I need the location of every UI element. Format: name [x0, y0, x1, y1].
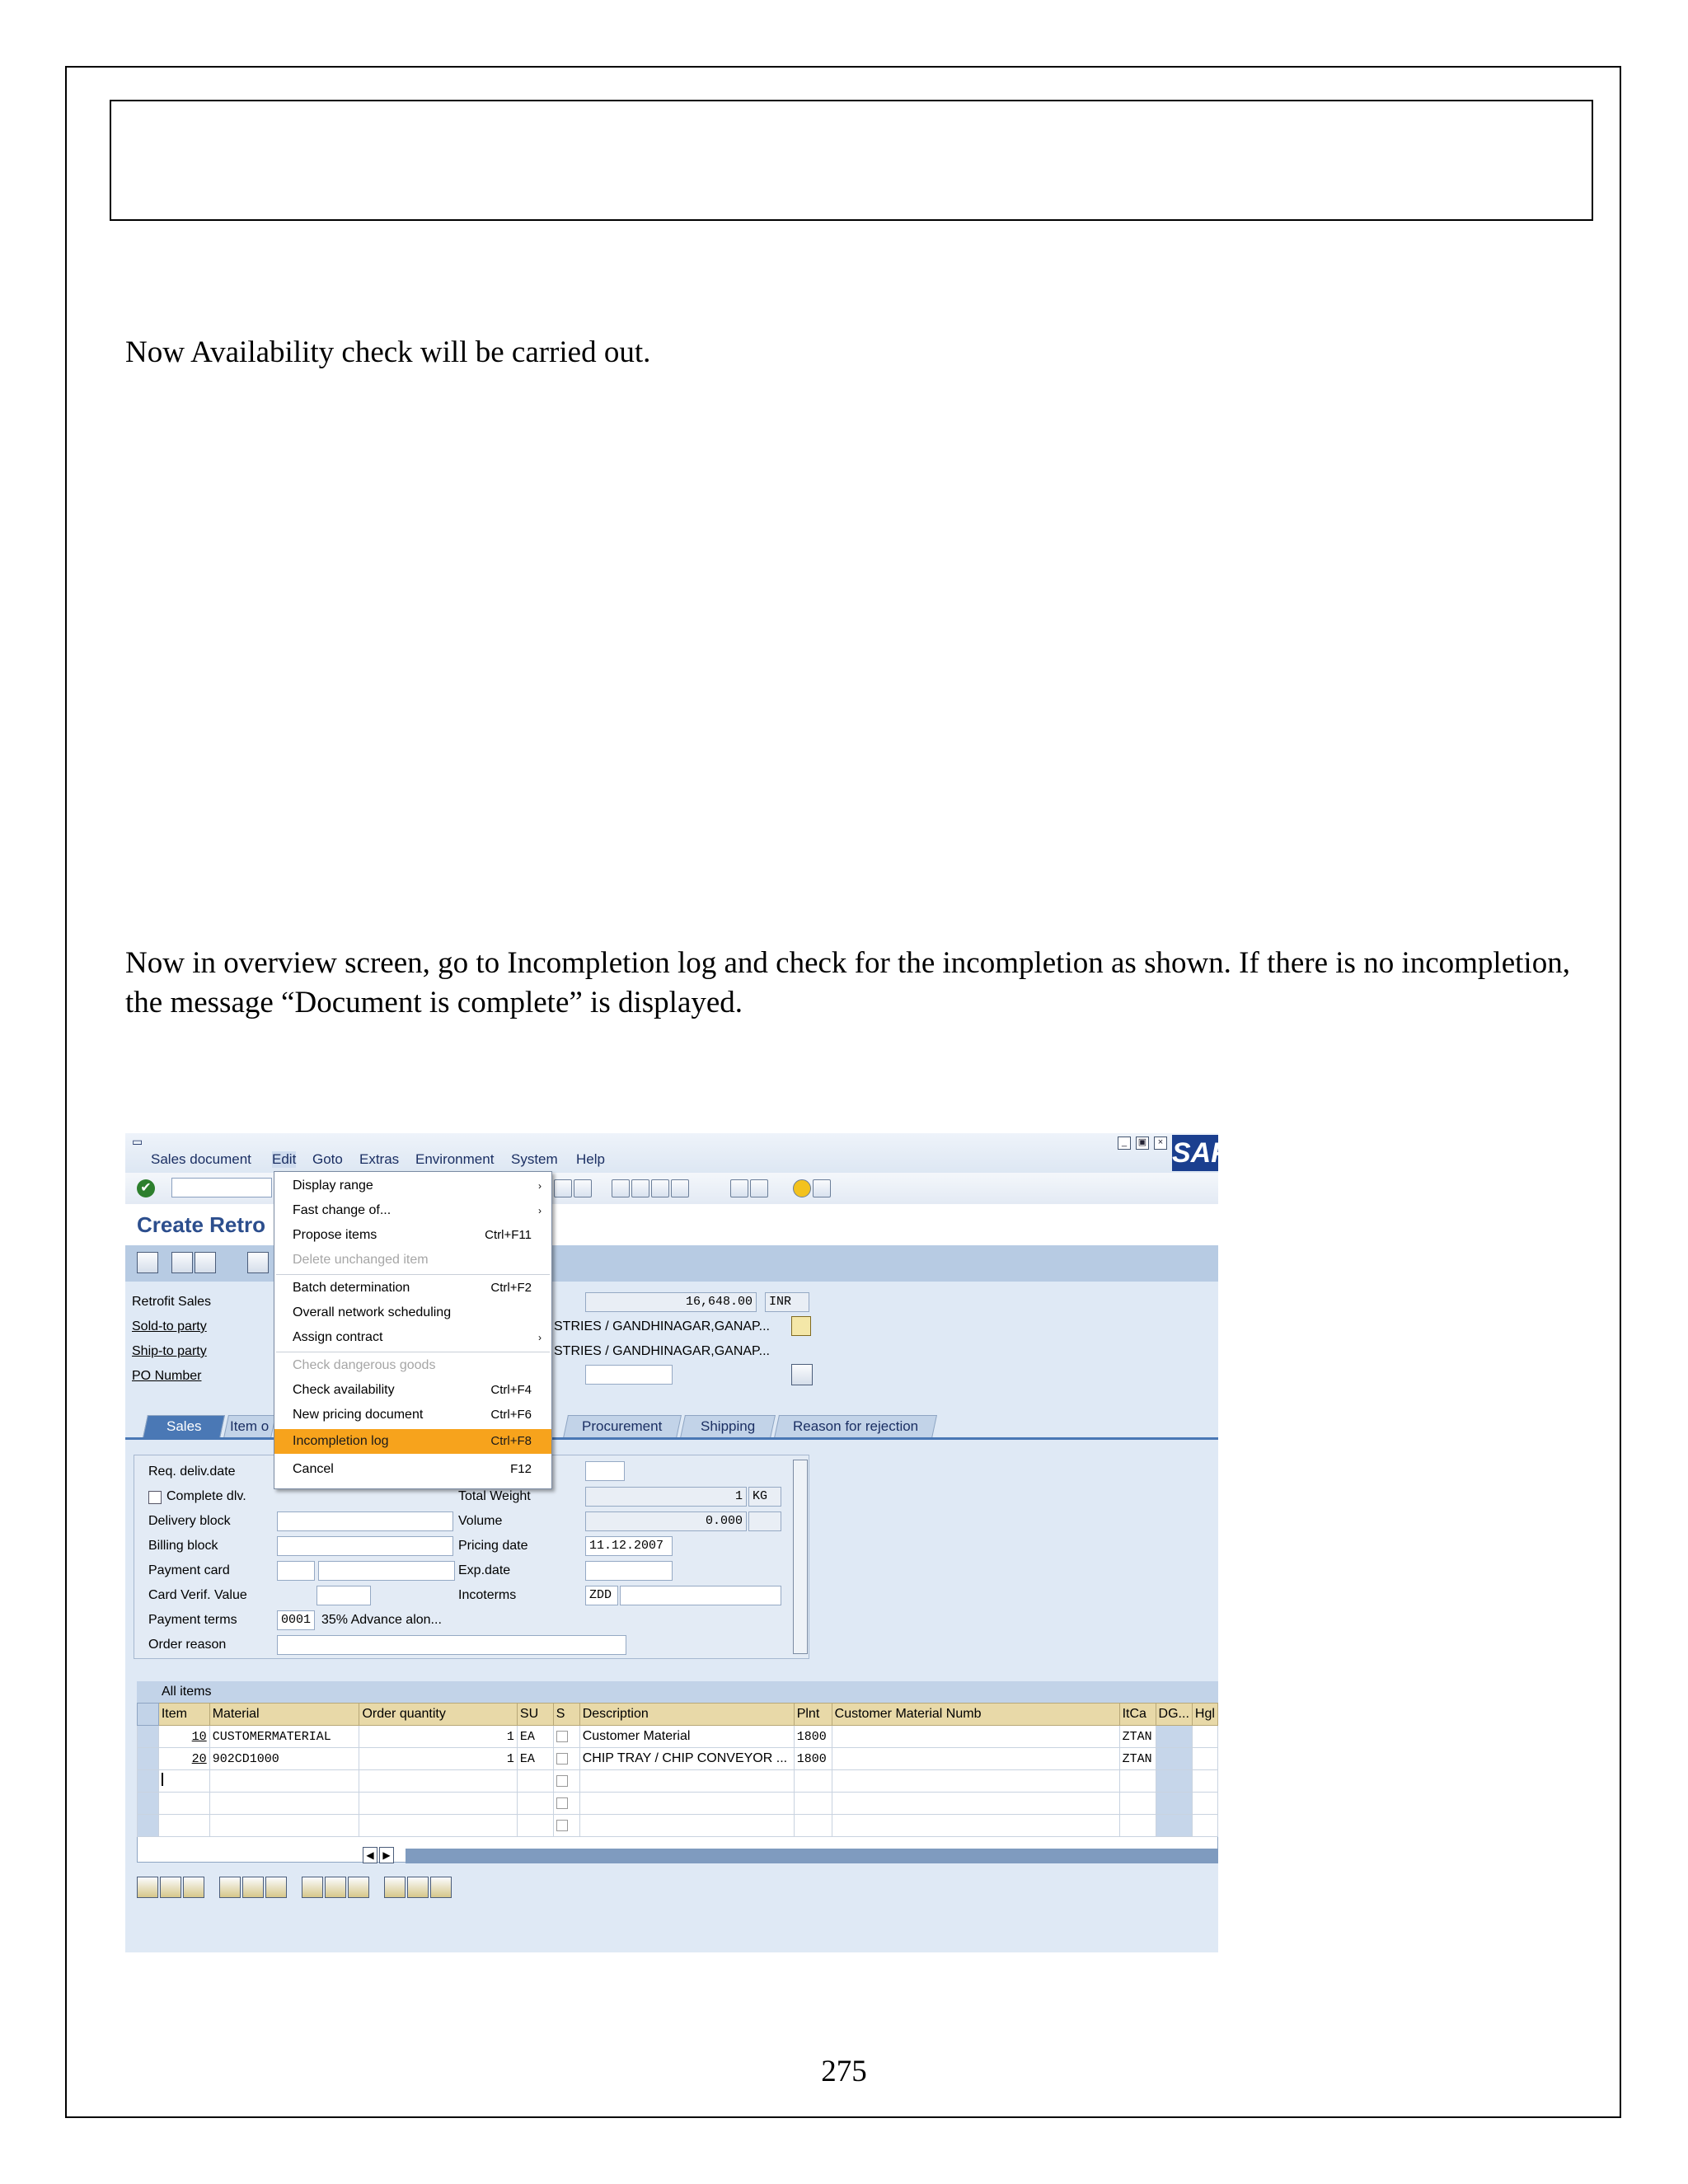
sold-to-party-description: STRIES / GANDHINAGAR,GANAP...	[554, 1319, 770, 1333]
pricing-icon[interactable]	[325, 1877, 346, 1898]
customer-material-cell[interactable]	[832, 1770, 1119, 1793]
menu-system[interactable]: System	[511, 1151, 558, 1167]
order-reason-label: Order reason	[148, 1638, 227, 1652]
enter-icon[interactable]: ✔	[137, 1179, 155, 1197]
hgl-cell[interactable]	[1192, 1793, 1217, 1815]
ship-to-party-label[interactable]: Ship-to party	[132, 1344, 207, 1358]
exp-date-field[interactable]	[585, 1561, 673, 1581]
su-cell[interactable]	[517, 1770, 553, 1793]
card-verif-value-field[interactable]	[316, 1586, 371, 1605]
sap-screenshot	[125, 1133, 1230, 1952]
menu-item-fast-change[interactable]: Fast change of... ›	[293, 1203, 542, 1217]
description-cell[interactable]	[579, 1815, 794, 1837]
customer-material-cell[interactable]	[832, 1748, 1119, 1770]
plant-cell[interactable]: 1800	[794, 1748, 832, 1770]
items-table	[137, 1703, 1218, 1837]
item-category-cell[interactable]	[1119, 1793, 1156, 1815]
dg-cell[interactable]	[1156, 1793, 1192, 1815]
header-box	[110, 100, 1593, 221]
hgl-cell[interactable]	[1192, 1726, 1217, 1748]
hgl-cell[interactable]	[1192, 1748, 1217, 1770]
tab-shipping[interactable]: Shipping	[680, 1415, 776, 1438]
change-icon[interactable]	[430, 1877, 452, 1898]
schedule-lines-icon[interactable]	[348, 1877, 369, 1898]
pricing-date-label: Pricing date	[458, 1539, 528, 1553]
customer-material-cell[interactable]	[832, 1815, 1119, 1837]
column-header-customer-material[interactable]: Customer Material Numb	[832, 1704, 1119, 1726]
item-number-cell[interactable]	[158, 1770, 209, 1793]
description-cell[interactable]: CHIP TRAY / CHIP CONVEYOR ...	[579, 1748, 794, 1770]
menu-item-assign-contract[interactable]: Assign contract ›	[293, 1330, 542, 1344]
delete-row-icon[interactable]	[183, 1877, 204, 1898]
billing-block-label: Billing block	[148, 1539, 218, 1553]
table-row[interactable]	[138, 1748, 1218, 1770]
po-number-label[interactable]: PO Number	[132, 1369, 202, 1383]
window-menu-icon[interactable]: ▭	[132, 1135, 143, 1148]
partner-icon[interactable]	[407, 1877, 429, 1898]
menu-edit[interactable]: Edit	[272, 1151, 297, 1167]
edit-menu-dropdown	[274, 1171, 552, 1489]
po-date-field[interactable]	[585, 1365, 673, 1385]
horizontal-scrollbar[interactable]	[406, 1849, 1218, 1863]
quantity-cell[interactable]	[359, 1793, 517, 1815]
table-row[interactable]	[138, 1793, 1218, 1815]
configuration-icon[interactable]	[302, 1877, 323, 1898]
sold-to-party-label[interactable]: Sold-to party	[132, 1319, 207, 1333]
dg-cell[interactable]	[1156, 1770, 1192, 1793]
column-header-material[interactable]: Material	[209, 1704, 359, 1726]
orders-icon[interactable]	[195, 1252, 216, 1273]
item-category-cell[interactable]: ZTAN	[1119, 1748, 1156, 1770]
column-header-hgl[interactable]: Hgl	[1192, 1704, 1217, 1726]
dg-cell[interactable]	[1156, 1815, 1192, 1837]
pricing-date-field[interactable]: 11.12.2007	[585, 1536, 673, 1556]
row-selector[interactable]	[138, 1793, 159, 1815]
payment-card-label: Payment card	[148, 1563, 230, 1577]
column-header-description[interactable]: Description	[579, 1704, 794, 1726]
s-cell[interactable]	[553, 1815, 579, 1837]
menu-item-propose-items[interactable]: Propose items Ctrl+F11	[293, 1228, 532, 1242]
select-all-icon[interactable]	[219, 1877, 241, 1898]
material-cell[interactable]	[209, 1793, 359, 1815]
payment-terms-text: 35% Advance alon...	[321, 1613, 442, 1627]
menu-bar	[125, 1133, 1230, 1173]
menu-item-check-availability[interactable]: Check availability Ctrl+F4	[293, 1383, 532, 1397]
plant-cell[interactable]	[794, 1793, 832, 1815]
menu-item-batch-determination[interactable]: Batch determination Ctrl+F2	[293, 1281, 532, 1295]
status-checkbox[interactable]	[556, 1820, 568, 1831]
su-cell[interactable]: EA	[517, 1726, 553, 1748]
column-header-item[interactable]: Item	[158, 1704, 209, 1726]
item-detail-icon[interactable]	[137, 1877, 158, 1898]
s-cell[interactable]	[553, 1726, 579, 1748]
material-cell[interactable]: CUSTOMERMATERIAL	[209, 1726, 359, 1748]
select-block-icon[interactable]	[265, 1877, 287, 1898]
item-number-cell[interactable]	[158, 1815, 209, 1837]
quantity-cell[interactable]	[359, 1815, 517, 1837]
menu-item-incompletion-log[interactable]: Incompletion log Ctrl+F8	[274, 1429, 551, 1454]
insert-row-icon[interactable]	[160, 1877, 181, 1898]
column-header-plant[interactable]: Plnt	[794, 1704, 832, 1726]
menu-goto[interactable]: Goto	[312, 1151, 343, 1167]
sap-logo: SAP	[1172, 1135, 1218, 1171]
column-header-s[interactable]: S	[553, 1704, 579, 1726]
menu-item-check-dangerous-goods: Check dangerous goods	[293, 1358, 436, 1372]
scroll-left-icon[interactable]: ◀	[363, 1847, 377, 1863]
customer-material-cell[interactable]	[832, 1793, 1119, 1815]
previous-page-icon[interactable]	[631, 1179, 649, 1197]
menu-environment[interactable]: Environment	[415, 1151, 495, 1167]
status-checkbox[interactable]	[556, 1753, 568, 1765]
su-cell[interactable]	[517, 1793, 553, 1815]
item-number-cell[interactable]	[158, 1793, 209, 1815]
page-title: Create Retro	[137, 1212, 266, 1237]
command-field[interactable]	[171, 1178, 272, 1197]
minimize-icon[interactable]: _	[1118, 1137, 1131, 1150]
total-weight-label: Total Weight	[458, 1489, 531, 1503]
status-checkbox[interactable]	[556, 1775, 568, 1787]
total-weight-field: 1	[585, 1487, 747, 1507]
layout-menu-icon[interactable]	[813, 1179, 831, 1197]
menu-sales-document[interactable]: Sales document	[151, 1151, 251, 1167]
text-cursor	[162, 1773, 163, 1786]
hgl-cell[interactable]	[1192, 1770, 1217, 1793]
plant-cell[interactable]: 1800	[794, 1726, 832, 1748]
payment-card-type-field[interactable]	[277, 1561, 315, 1581]
req-deliv-date-aux-field[interactable]	[585, 1461, 625, 1481]
next-page-icon[interactable]	[651, 1179, 669, 1197]
tab-sales[interactable]: Sales	[143, 1415, 225, 1438]
close-icon[interactable]: ×	[1154, 1137, 1167, 1150]
s-cell[interactable]	[553, 1748, 579, 1770]
table-row[interactable]	[138, 1815, 1218, 1837]
find-icon[interactable]	[554, 1179, 572, 1197]
deselect-all-icon[interactable]	[242, 1877, 264, 1898]
item-category-cell[interactable]: ZTAN	[1119, 1726, 1156, 1748]
delivery-block-select[interactable]	[277, 1511, 453, 1531]
ship-to-party-description: STRIES / GANDHINAGAR,GANAP...	[554, 1344, 770, 1358]
menu-item-display-range[interactable]: Display range ›	[293, 1179, 542, 1193]
menu-item-cancel[interactable]: Cancel F12	[293, 1462, 532, 1476]
material-cell[interactable]: 902CD1000	[209, 1748, 359, 1770]
menu-item-delete-unchanged-item: Delete unchanged item	[293, 1253, 429, 1267]
billing-block-select[interactable]	[277, 1536, 453, 1556]
quantity-cell[interactable]	[359, 1770, 517, 1793]
payment-terms-field[interactable]: 0001	[277, 1610, 315, 1630]
first-page-icon[interactable]	[612, 1179, 630, 1197]
row-selector-header[interactable]	[138, 1704, 159, 1726]
column-header-item-category[interactable]: ItCa	[1119, 1704, 1156, 1726]
plant-cell[interactable]	[794, 1815, 832, 1837]
description-cell[interactable]: Customer Material	[579, 1726, 794, 1748]
su-cell[interactable]: EA	[517, 1748, 553, 1770]
menu-separator	[276, 1274, 550, 1275]
weight-unit-field: KG	[748, 1487, 781, 1507]
scroll-right-icon[interactable]: ▶	[379, 1847, 394, 1863]
row-selector[interactable]	[138, 1726, 159, 1748]
customer-material-cell[interactable]	[832, 1726, 1119, 1748]
display-doc-flow-icon[interactable]	[137, 1252, 158, 1273]
item-category-cell[interactable]	[1119, 1815, 1156, 1837]
dg-cell[interactable]	[1156, 1748, 1192, 1770]
tab-item-overview[interactable]: Item o	[223, 1415, 276, 1438]
retrofit-sales-label: Retrofit Sales	[132, 1295, 212, 1309]
s-cell[interactable]	[553, 1793, 579, 1815]
incoterms-label: Incoterms	[458, 1588, 517, 1602]
availability-icon[interactable]	[384, 1877, 406, 1898]
table-header-row	[138, 1704, 1218, 1726]
status-checkbox[interactable]	[556, 1731, 568, 1742]
header-details-icon[interactable]	[171, 1252, 193, 1273]
card-verif-value-label: Card Verif. Value	[148, 1588, 247, 1602]
panel-vertical-scrollbar[interactable]	[793, 1460, 808, 1654]
item-details-icon[interactable]	[247, 1252, 269, 1273]
table-row[interactable]	[138, 1770, 1218, 1793]
page-number: 275	[821, 2055, 867, 2088]
s-cell[interactable]	[553, 1770, 579, 1793]
paragraph-availability-check: Now Availability check will be carried out.	[125, 335, 651, 369]
quantity-cell[interactable]: 1	[359, 1726, 517, 1748]
net-value-field: 16,648.00	[585, 1292, 757, 1312]
incoterms-field[interactable]: ZDD	[585, 1586, 618, 1605]
shortcut-icon[interactable]	[750, 1179, 768, 1197]
volume-unit-field	[748, 1511, 781, 1531]
tab-procurement[interactable]: Procurement	[563, 1415, 682, 1438]
row-selector[interactable]	[138, 1770, 159, 1793]
delivery-block-label: Delivery block	[148, 1514, 231, 1528]
help-icon[interactable]	[793, 1179, 811, 1197]
req-deliv-date-label: Req. deliv.date	[148, 1465, 236, 1479]
menu-item-overall-network-scheduling[interactable]: Overall network scheduling	[293, 1305, 452, 1319]
complete-dlv-label: Complete dlv.	[166, 1489, 246, 1503]
incoterms-part2-field[interactable]	[620, 1586, 781, 1605]
complete-dlv-checkbox[interactable]	[148, 1491, 162, 1504]
last-page-icon[interactable]	[671, 1179, 689, 1197]
plant-cell[interactable]	[794, 1770, 832, 1793]
row-selector[interactable]	[138, 1815, 159, 1837]
menu-item-new-pricing-document[interactable]: New pricing document Ctrl+F6	[293, 1408, 532, 1422]
quantity-cell[interactable]: 1	[359, 1748, 517, 1770]
tab-reason-for-rejection[interactable]: Reason for rejection	[774, 1415, 937, 1438]
material-cell[interactable]	[209, 1770, 359, 1793]
paragraph-incompletion-log: Now in overview screen, go to Incompletion log and check for the incompletion as shown. If there is no incompletion, the message “Document is complete” is displayed.	[125, 946, 1570, 1019]
column-header-dg[interactable]: DG...	[1156, 1704, 1192, 1726]
row-selector[interactable]	[138, 1748, 159, 1770]
item-number-cell[interactable]: 10	[158, 1726, 209, 1748]
hgl-cell[interactable]	[1192, 1815, 1217, 1837]
volume-label: Volume	[458, 1514, 503, 1528]
currency-field: INR	[765, 1292, 809, 1312]
item-number-cell[interactable]: 20	[158, 1748, 209, 1770]
menu-extras[interactable]: Extras	[359, 1151, 400, 1167]
items-table-title: All items	[137, 1681, 1218, 1703]
exp-date-label: Exp.date	[458, 1563, 511, 1577]
su-cell[interactable]	[517, 1815, 553, 1837]
dg-cell[interactable]	[1156, 1726, 1192, 1748]
column-header-order-quantity[interactable]: Order quantity	[359, 1704, 517, 1726]
order-reason-select[interactable]	[277, 1635, 626, 1655]
description-cell[interactable]	[579, 1793, 794, 1815]
partner-details-icon[interactable]	[791, 1316, 811, 1336]
find-next-icon[interactable]	[574, 1179, 592, 1197]
restore-icon[interactable]: ▣	[1136, 1137, 1149, 1150]
material-cell[interactable]	[209, 1815, 359, 1837]
item-category-cell[interactable]	[1119, 1770, 1156, 1793]
status-checkbox[interactable]	[556, 1797, 568, 1809]
menu-help[interactable]: Help	[576, 1151, 605, 1167]
new-session-icon[interactable]	[730, 1179, 748, 1197]
table-row[interactable]	[138, 1726, 1218, 1748]
po-details-icon[interactable]	[791, 1364, 813, 1385]
description-cell[interactable]	[579, 1770, 794, 1793]
payment-terms-label: Payment terms	[148, 1613, 237, 1627]
volume-field: 0.000	[585, 1511, 747, 1531]
payment-card-number-field[interactable]	[318, 1561, 455, 1581]
column-header-su[interactable]: SU	[517, 1704, 553, 1726]
